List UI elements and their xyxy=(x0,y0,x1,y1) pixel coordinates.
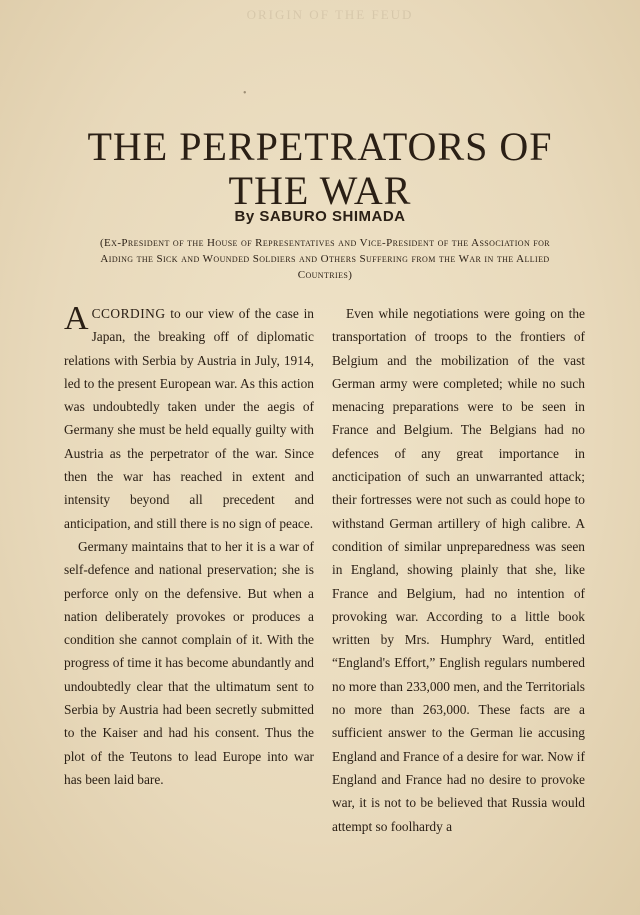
lead-in-word: CCORDING xyxy=(91,306,166,321)
author-byline: By SABURO SHIMADA xyxy=(234,208,406,225)
right-paragraph-1: Even while negotiations were going on the transportation of troops to the frontiers of Belgium and the mobilization of the vast German army were completed; while no such menacing preparations were to be seen in France and Belgium. The Belgians had no defences of any great importance in ancticipation of such an unwarranted attack; their fortresses were not such as could hope to withstand German artillery of high calibre. A condition of similar unpreparedness was seen in England, showing plainly that she, like France and Belgium, had no intention of provoking war. According to a little book written by Mrs. Humphry Ward, entitled “England's Effort,” English regulars numbered no more than 233,000 men, and the Territorials no more than 263,000. These facts are a sufficient answer to the German lie accusing England and France of a desire for war. Now if England and France had no desire to provoke war, it is not to be believed that Russia would attempt so foolhardy a xyxy=(332,306,585,834)
bleed-through-running-head: ORIGIN OF THE FEUD xyxy=(246,7,414,22)
left-paragraph-1 xyxy=(64,302,314,535)
article-title xyxy=(40,125,600,213)
left-paragraph-1-text: to our view of the case in Japan, the breaking off of diplomatic relations with Serbia by Austria in July, 1914, led to the present European war. As this action was undoubtedly taken under the aegis of Germany she must be held equally guilty with Austria as the perpetrator of the war. Since then the war has reached in extent and intensity beyond all precedent and anticipation, and still there is no sign of peace. xyxy=(64,306,314,531)
left-paragraph-2: Germany maintains that to her it is a war of self-defence and national preservation; she is perforce only on the defensive. But when a nation deliberately provokes or produces a condition she cannot complain of it. With the progress of time it has become abundantly and undoubtedly clear that the ultimatum sent to Serbia by Austria had been secretly submitted to the Kaiser and had his consent. Thus the plot of the Teutons to lead Europe into war has been laid bare. xyxy=(64,538,314,787)
author-credentials: (Ex-President of the House of Representatives and Vice-President of the Association for Aiding the Sick and Wounded Soldiers and Others Suffering from the War in the Allied Countries) xyxy=(99,237,551,281)
right-column xyxy=(332,302,585,838)
left-column xyxy=(64,302,314,791)
drop-cap: A xyxy=(64,300,89,337)
title-line-1: THE PERPETRATORS OF xyxy=(87,124,553,169)
title-line-2: THE WAR xyxy=(228,168,412,213)
page-speck: • xyxy=(243,88,247,99)
bleed-through-text xyxy=(60,6,600,116)
